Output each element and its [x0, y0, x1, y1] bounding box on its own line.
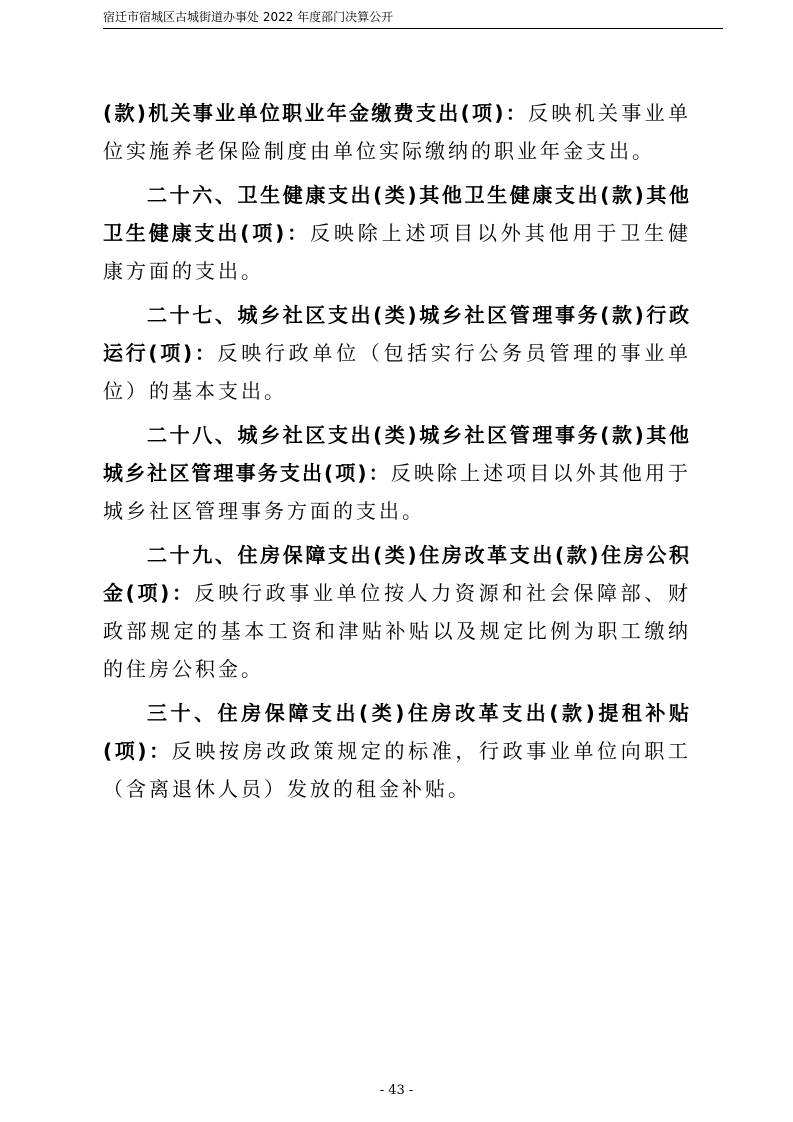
- paragraph-text: 反映除上述项目以外其他用于卫生健康方面的支出。: [103, 221, 691, 283]
- paragraph-29-housing-fund: [103, 536, 691, 688]
- page-number: - 43 -: [379, 1083, 414, 1098]
- paragraph-text: 反映行政事业单位按人力资源和社会保障部、财政部规定的基本工资和津贴补贴以及规定比例为职工缴纳的住房公积金。: [103, 581, 691, 681]
- paragraph-heading: 二十七、城乡社区支出(类)城乡社区管理事务(款)行政运行(项)：: [103, 303, 691, 365]
- page-header: [103, 8, 723, 29]
- paragraph-text: 反映机关事业单位实施养老保险制度由单位实际缴纳的职业年金支出。: [103, 101, 691, 163]
- header-title: 宿迁市宿城区古城街道办事处 2022 年度部门决算公开: [103, 10, 394, 24]
- paragraph-text: 反映按房改政策规定的标准，行政事业单位向职工（含离退休人员）发放的租金补贴。: [103, 739, 692, 801]
- paragraph-text: 反映行政单位（包括实行公务员管理的事业单位）的基本支出。: [103, 341, 692, 403]
- paragraph-heading: 二十八、城乡社区支出(类)城乡社区管理事务(款)其他城乡社区管理事务支出(项)：: [103, 423, 691, 485]
- paragraph-heading: 二十九、住房保障支出(类)住房改革支出(款)住房公积金(项)：: [103, 543, 691, 605]
- paragraph-text: 反映除上述项目以外其他用于城乡社区管理事务方面的支出。: [103, 461, 692, 523]
- paragraph-heading: 二十六、卫生健康支出(类)其他卫生健康支出(款)其他卫生健康支出(项)：: [103, 183, 691, 245]
- document-body: [103, 94, 691, 814]
- paragraph-occupational-annuity: [103, 94, 691, 170]
- paragraph-heading: (款)机关事业单位职业年金缴费支出(项)：: [103, 101, 529, 125]
- paragraph-heading: 三十、住房保障支出(类)住房改革支出(款)提租补贴(项)：: [103, 701, 691, 763]
- paragraph-30-rent-subsidy: [103, 694, 691, 808]
- paragraph-28-community-other: [103, 416, 691, 530]
- paragraph-27-community-admin: [103, 296, 691, 410]
- paragraph-26-health: [103, 176, 691, 290]
